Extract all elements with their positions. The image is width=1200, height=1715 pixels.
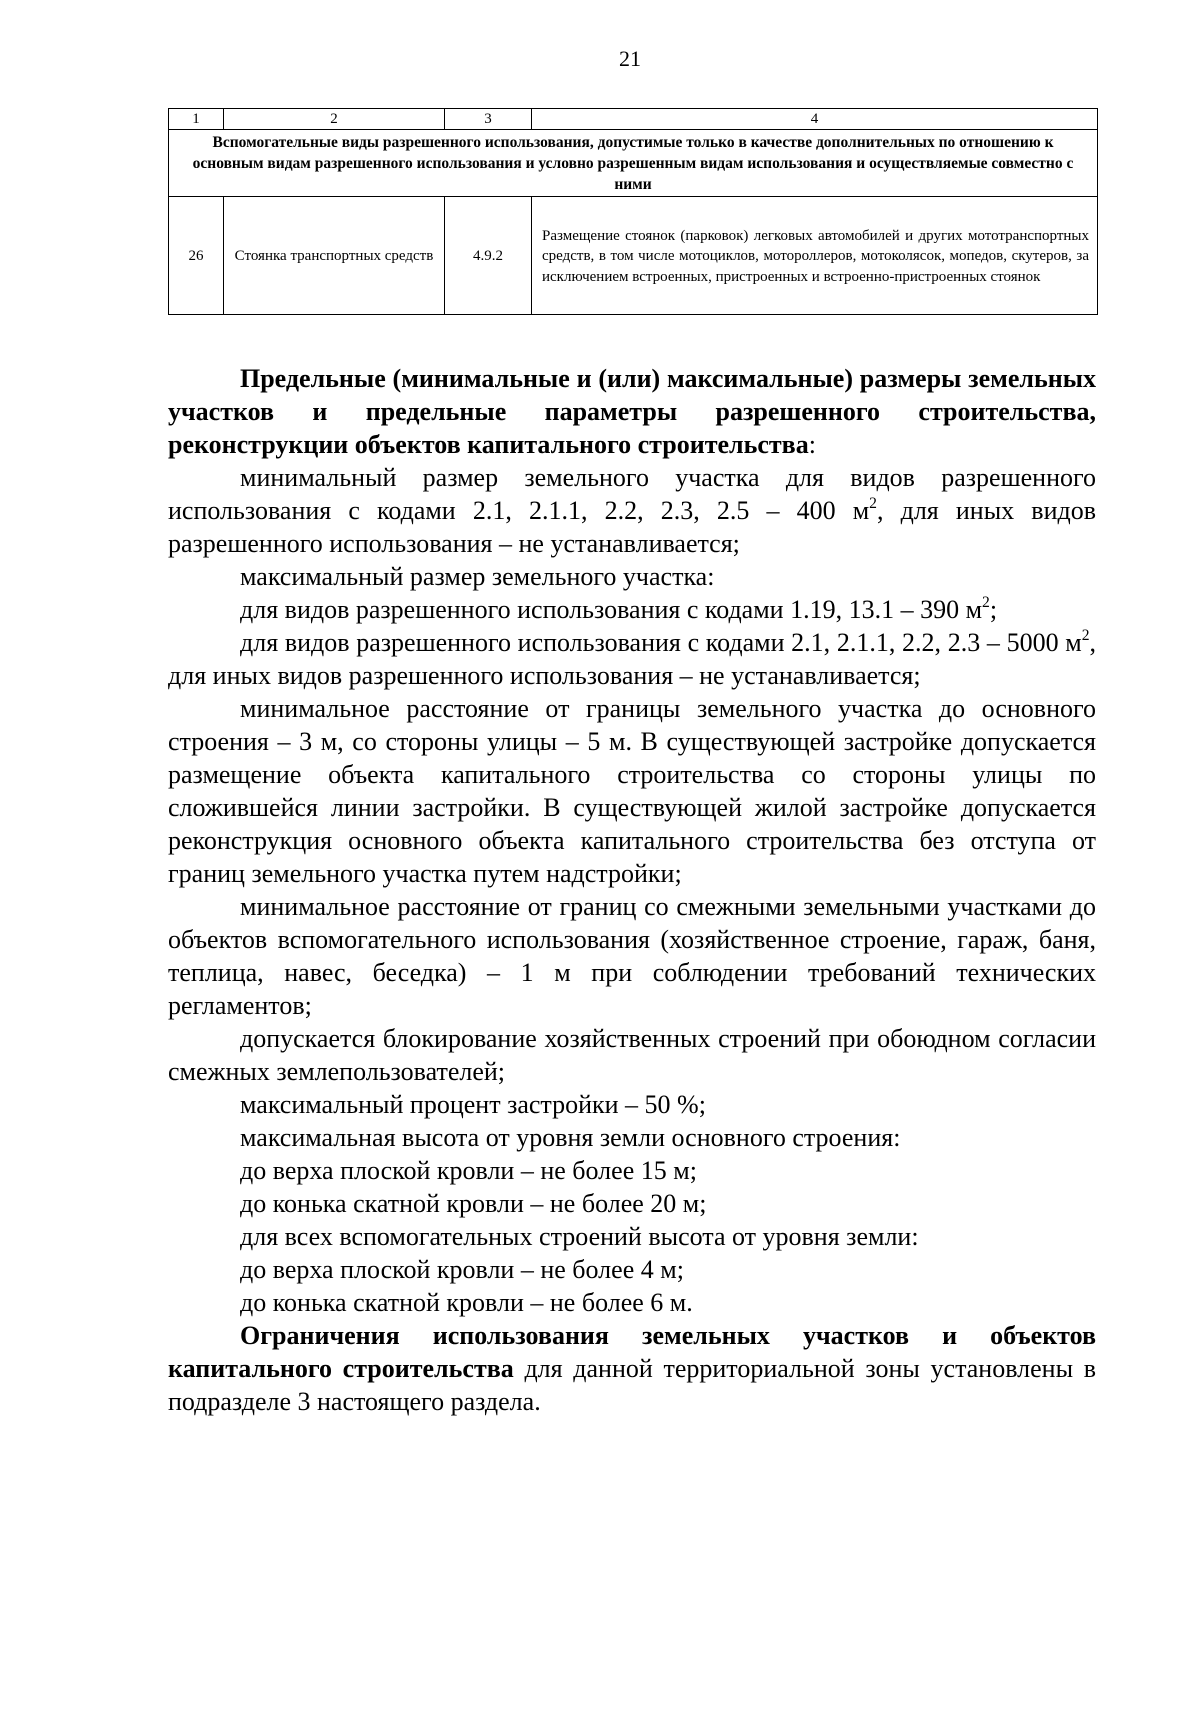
row-number: 26 xyxy=(169,197,224,315)
paragraph-pitched-roof-aux: до конька скатной кровли – не более 6 м. xyxy=(240,1288,693,1317)
paragraph-max-size-codes-2 xyxy=(168,626,1096,692)
row-use-name: Стоянка транспортных средств xyxy=(224,197,445,315)
restrictions-bold: Ограничения использования земельных участков и объектов капитального строительства xyxy=(168,1321,1096,1383)
section-heading xyxy=(168,362,1096,461)
paragraph-flat-roof-aux: до верха плоской кровли – не более 4 м; xyxy=(240,1255,684,1284)
table-header-row xyxy=(169,109,1098,130)
superscript-2: 2 xyxy=(1081,627,1090,645)
paragraph-pitched-roof-main: до конька скатной кровли – не более 20 м; xyxy=(240,1189,707,1218)
paragraph-min-size xyxy=(168,461,1096,560)
paragraph-flat-roof-main: до верха плоской кровли – не более 15 м; xyxy=(240,1156,697,1185)
p3-pre: для видов разрешенного использования с кодами 1.19, 13.1 – 390 м xyxy=(240,595,983,624)
paragraph-max-coverage: максимальный процент застройки – 50 %; xyxy=(240,1090,706,1119)
p4-post: , для иных видов разрешенного использования – не устанавливается; xyxy=(168,628,1096,690)
superscript-2: 2 xyxy=(982,594,990,612)
p1-pre: минимальный размер земельного участка для видов разрешенного использования с кодами 2.1, 2.1.1, 2.2, 2.3, 2.5 – 400 м xyxy=(168,463,1096,525)
document-body xyxy=(168,362,1096,1418)
paragraph-restrictions xyxy=(168,1319,1096,1418)
column-header: 1 xyxy=(169,109,224,130)
paragraph-aux-height: для всех вспомогательных строений высота от уровня земли: xyxy=(240,1222,919,1251)
p4-pre: для видов разрешенного использования с кодами 2.1, 2.1.1, 2.2, 2.3 – 5000 м xyxy=(240,628,1082,657)
group-title: Вспомогательные виды разрешенного использования, допустимые только в качестве дополнительных по отношению к основным видам разрешенного использования и условно разрешенным видам использования и осуществляемые совместно с ними xyxy=(169,130,1098,197)
restrictions-rest: для данной территориальной зоны установлены в подразделе 3 настоящего раздела. xyxy=(168,1354,1096,1416)
paragraph-max-size-codes-1 xyxy=(168,593,1096,626)
table-group-row xyxy=(169,130,1098,197)
page-number: 21 xyxy=(619,46,641,71)
column-header: 4 xyxy=(532,109,1098,130)
land-use-table xyxy=(168,108,1098,315)
paragraph-max-size: максимальный размер земельного участка: xyxy=(240,562,715,591)
section-heading-text: Предельные (минимальные и (или) максимальные) размеры земельных участков и предельные параметры разрешенного строительства, реконструкции объектов капитального строительства xyxy=(168,364,1096,459)
heading-colon: : xyxy=(808,430,816,459)
paragraph-min-distance-aux: минимальное расстояние от границ со смежными земельными участками до объектов вспомогательного использования (хозяйственное строение, гараж, баня, теплица, навес, беседка) – 1 м при соблюдении требований технических регламентов; xyxy=(168,892,1096,1020)
paragraph-blocking: допускается блокирование хозяйственных строений при обоюдном согласии смежных землепользователей; xyxy=(168,1024,1096,1086)
p3-post: ; xyxy=(989,595,998,624)
p1-post: , для иных видов разрешенного использования – не устанавливается; xyxy=(168,496,1096,558)
row-use-code: 4.9.2 xyxy=(445,197,532,315)
row-description: Размещение стоянок (парковок) легковых автомобилей и других мототранспортных средств, в том числе мотоциклов, мотороллеров, мотоколясок, мопедов, скутеров, за исключением встроенных, пристроенных и встроенно-пристроенных стоянок xyxy=(532,197,1098,315)
column-header: 3 xyxy=(445,109,532,130)
paragraph-max-height: максимальная высота от уровня земли основного строения: xyxy=(240,1123,901,1152)
paragraph-min-distance-main: минимальное расстояние от границы земельного участка до основного строения – 3 м, со стороны улицы – 5 м. В существующей застройке допускается размещение объекта капитального строительства со стороны улицы по сложившейся линии застройки. В существующей жилой застройке допускается реконструкция основного объекта капитального строительства без отступа от границ земельного участка путем надстройки; xyxy=(168,694,1096,888)
superscript-2: 2 xyxy=(869,495,877,513)
column-header: 2 xyxy=(224,109,445,130)
table-row xyxy=(169,197,1098,315)
